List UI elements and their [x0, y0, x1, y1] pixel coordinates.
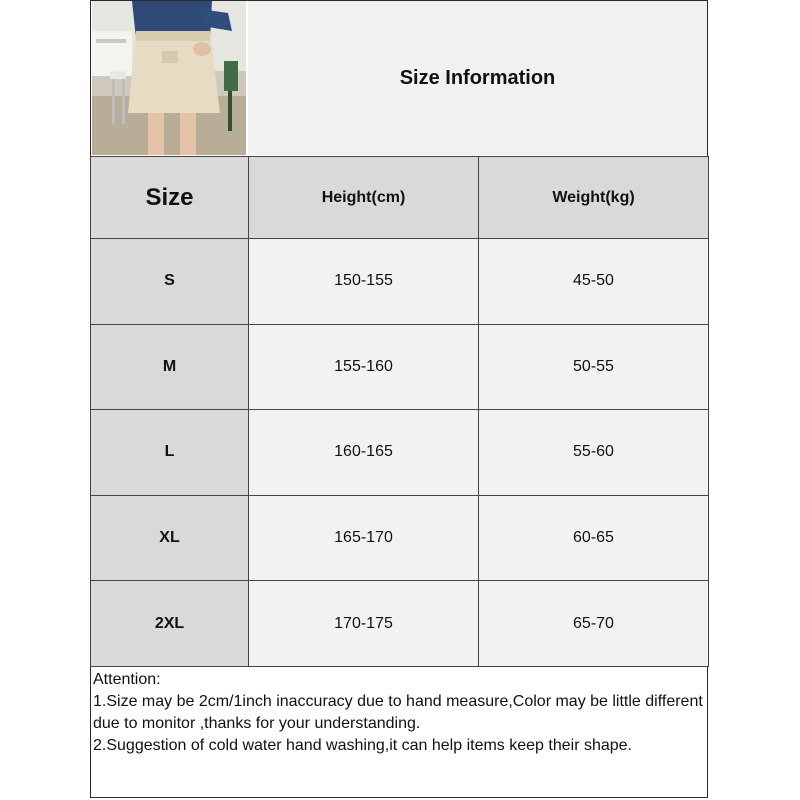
notes-title: Attention:: [93, 671, 161, 688]
table-row: [91, 581, 709, 667]
table-row: [91, 410, 709, 496]
size-cell: 2XL: [91, 581, 249, 667]
height-cell: 170-175: [249, 581, 479, 667]
table-header-row: [91, 157, 709, 239]
weight-cell: 55-60: [479, 410, 709, 496]
weight-cell: 65-70: [479, 581, 709, 667]
height-cell: 160-165: [249, 410, 479, 496]
header-size: Size: [91, 157, 249, 239]
size-cell: XL: [91, 495, 249, 581]
weight-cell: 50-55: [479, 324, 709, 410]
height-cell: 165-170: [249, 495, 479, 581]
table-row: [91, 239, 709, 325]
table-row: [91, 495, 709, 581]
page-title: Size Information: [399, 66, 556, 89]
note-line-1: 1.Size may be 2cm/1inch inaccuracy due to hand measure,Color may be little different due to monitor ,thanks for your understanding.: [93, 693, 703, 732]
skirt-model-image: [92, 1, 246, 155]
size-cell: L: [91, 410, 249, 496]
attention-notes: [93, 669, 705, 757]
height-cell: 150-155: [249, 239, 479, 325]
header-weight: Weight(kg): [479, 157, 709, 239]
product-photo: [92, 1, 246, 155]
size-table: [90, 156, 709, 667]
size-cell: M: [91, 324, 249, 410]
header-height: Height(cm): [249, 157, 479, 239]
size-cell: S: [91, 239, 249, 325]
note-line-2: 2.Suggestion of cold water hand washing,it can help items keep their shape.: [93, 737, 632, 754]
size-info-header: [248, 1, 707, 155]
weight-cell: 60-65: [479, 495, 709, 581]
height-cell: 155-160: [249, 324, 479, 410]
table-row: [91, 324, 709, 410]
weight-cell: 45-50: [479, 239, 709, 325]
